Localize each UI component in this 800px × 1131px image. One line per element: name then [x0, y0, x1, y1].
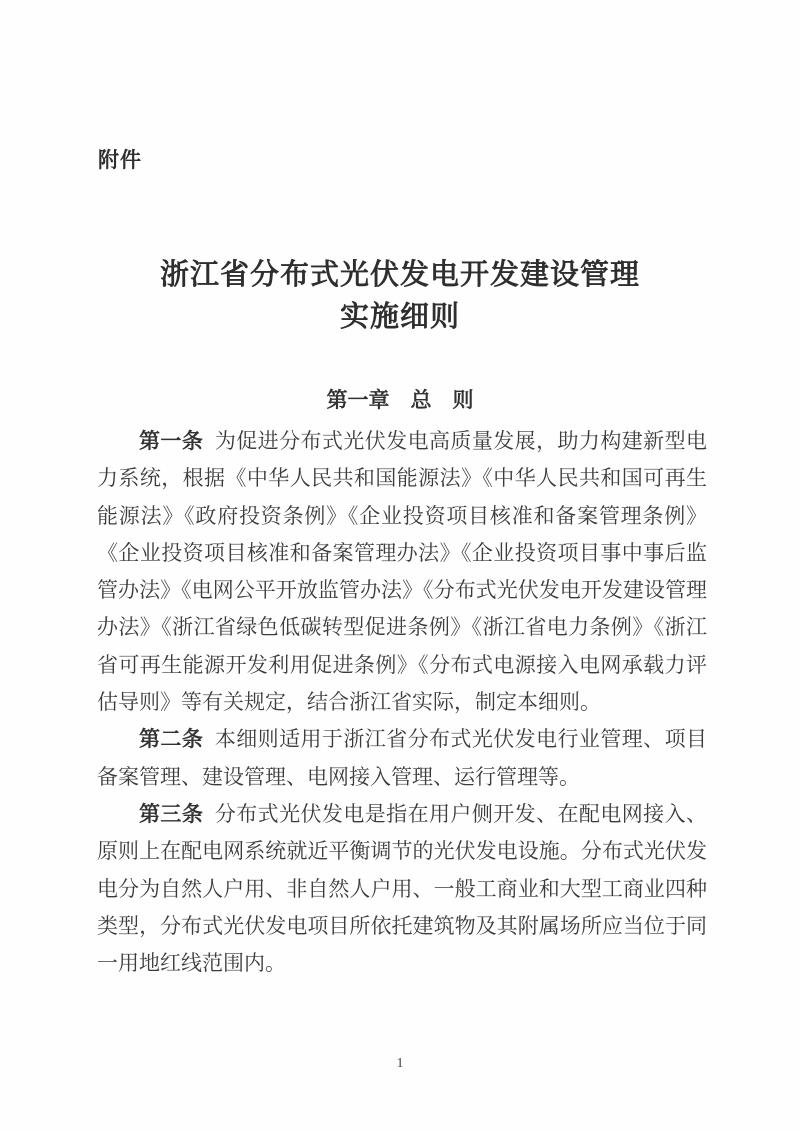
- document-body: [97, 423, 707, 982]
- article-3-label: 第三条: [139, 801, 204, 826]
- article-1: [97, 423, 707, 721]
- page-number: 1: [396, 1056, 404, 1071]
- chapter-heading: 第一章 总 则: [326, 389, 474, 412]
- article-2-text: 本细则适用于浙江省分布式光伏发电行业管理、项目备案管理、建设管理、电网接入管理、运行管理等。: [97, 727, 708, 789]
- article-2-label: 第二条: [139, 727, 204, 752]
- article-1-label: 第一条: [139, 429, 204, 453]
- attachment-label: 附件: [98, 149, 142, 172]
- article-2: [97, 721, 707, 796]
- article-1-text: 为促进分布式光伏发电高质量发展，助力构建新型电力系统，根据《中华人民共和国能源法》《中华人民共和国可再生能源法》《政府投资条例》《企业投资项目核准和备案管理条例》《企业投资项目核准和备案管理办法》《企业投资项目事中事后监管办法》《电网公平开放监管办法》《分布式光伏发电开发建设管理办法》《浙江省绿色低碳转型促进条例》《浙江省电力条例》《浙江省可再生能源开发利用促进条例》《分布式电源接入电网承载力评估导则》等有关规定，结合浙江省实际，制定本细则。: [97, 429, 708, 715]
- document-title: [0, 254, 800, 338]
- document-title-line2: 实施细则: [339, 301, 460, 333]
- document-title-line1: 浙江省分布式光伏发电开发建设管理: [159, 259, 640, 291]
- article-3: [97, 796, 707, 982]
- article-3-text: 分布式光伏发电是指在用户侧开发、在配电网接入、原则上在配电网系统就近平衡调节的光伏发电设施。分布式光伏发电分为自然人户用、非自然人户用、一般工商业和大型工商业四种类型，分布式光伏发电项目所依托建筑物及其附属场所应当位于同一用地红线范围内。: [97, 801, 708, 976]
